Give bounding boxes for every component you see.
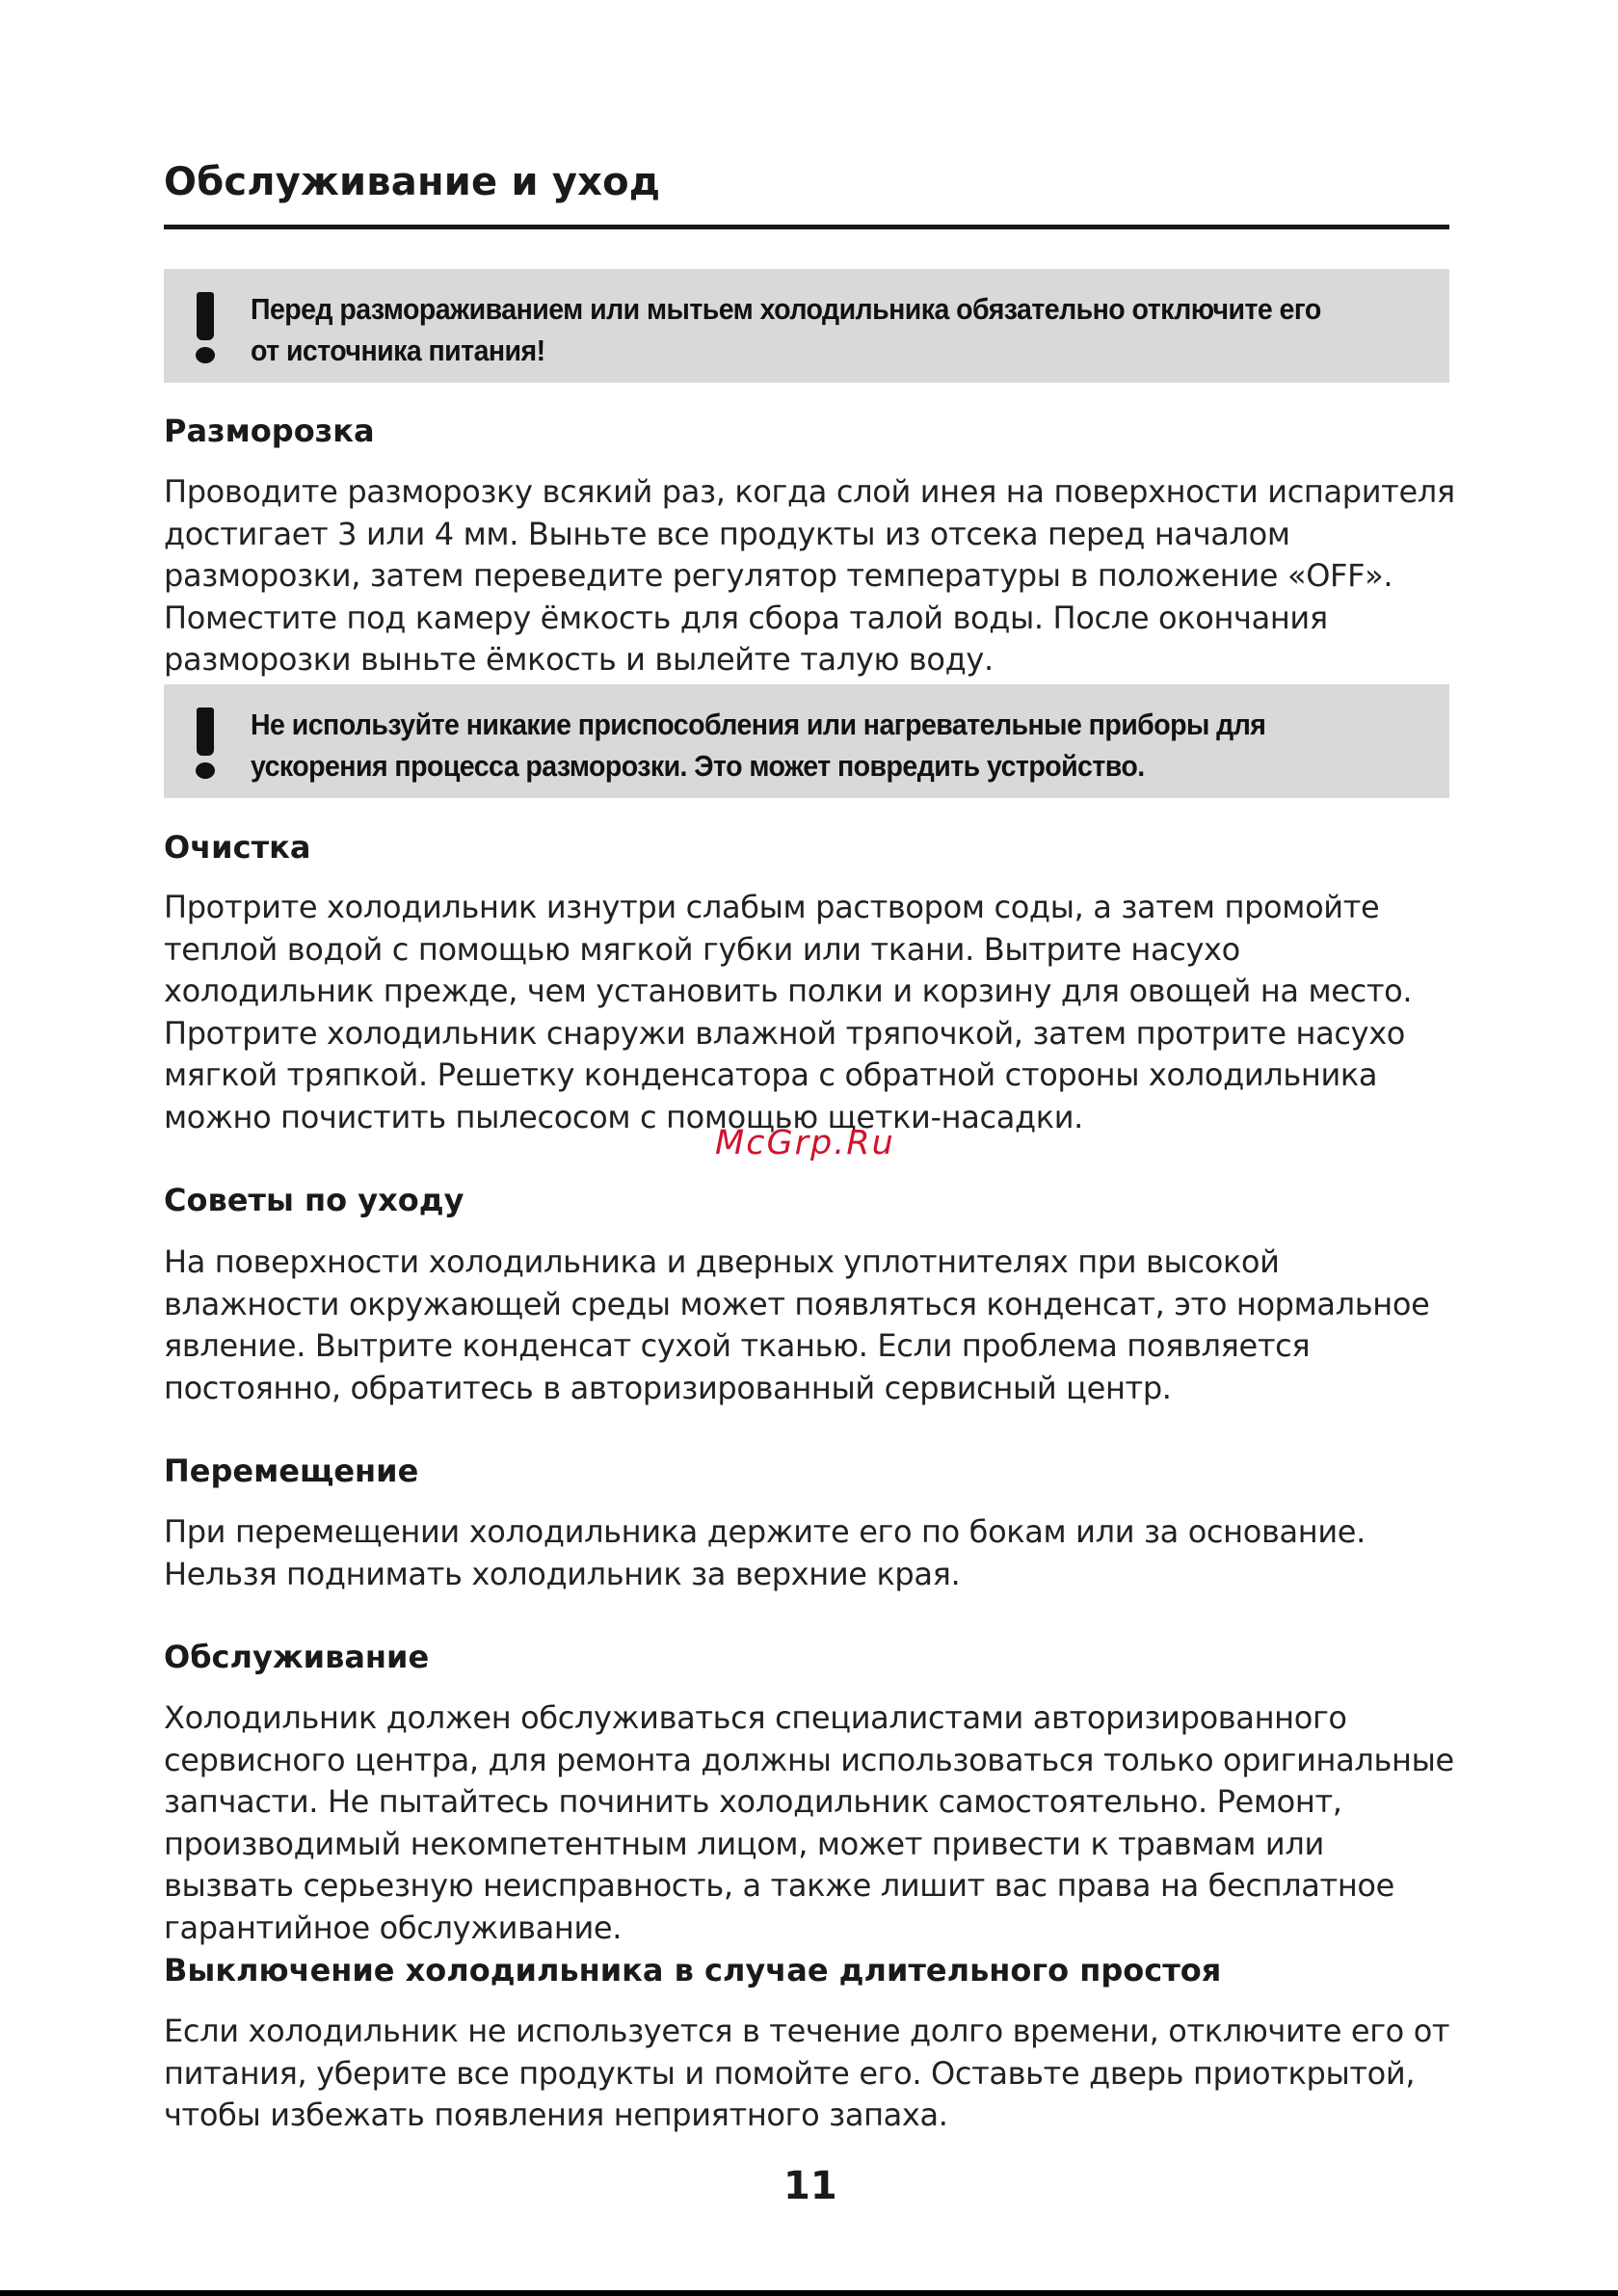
page-title: Обслуживание и уход: [164, 160, 661, 204]
section-heading-cleaning: Очистка: [164, 829, 311, 866]
exclamation-icon: [195, 292, 216, 363]
section-text-service: Холодильник должен обслуживаться специалистами авторизированного сервисного центра, для ремонта должны использоваться только оригинальные запчасти. Не пытайтесь починить холодильник самостоятельно. Ремонт, производимый некомпетентным лицом, может привести к травмам или вызвать серьезную неисправность, а также лишит вас права на бесплатное гарантийное обслуживание.: [164, 1699, 1454, 1946]
section-heading-care-tips: Советы по уходу: [164, 1182, 464, 1218]
section-text-moving: При перемещении холодильника держите его по бокам или за основание. Нельзя поднимать холодильник за верхние края.: [164, 1513, 1366, 1592]
exclamation-icon: [195, 707, 216, 779]
section-text-long-idle: Если холодильник не используется в течение долго времени, отключите его от питания, уберите все продукты и помойте его. Оставьте дверь приоткрытой, чтобы избежать появления неприятного запаха.: [164, 2013, 1450, 2133]
bottom-edge-line: [0, 2290, 1618, 2296]
section-heading-defrost: Разморозка: [164, 413, 375, 449]
section-text-cleaning: Протрите холодильник изнутри слабым раствором соды, а затем промойте теплой водой с помощью мягкой губки или ткани. Вытрите насухо холодильник прежде, чем установить полки и корзину для овощей на место. Протрите холодильник снаружи влажной тряпочкой, затем протрите насухо мягкой тряпкой. Решетку конденсатора с обратной стороны холодильника можно почистить пылесосом с помощью щетки-насадки.: [164, 889, 1413, 1135]
warning-text: Не используйте никакие приспособления или нагревательные приборы для ускорения процесса разморозки. Это может повредить устройство.: [251, 707, 1266, 783]
section-heading-service: Обслуживание: [164, 1639, 430, 1675]
section-heading-moving: Перемещение: [164, 1453, 419, 1489]
title-divider: [164, 225, 1449, 229]
section-text-defrost: Проводите разморозку всякий раз, когда слой инея на поверхности испарителя достигает 3 или 4 мм. Выньте все продукты из отсека перед началом разморозки, затем переведите регулятор температуры в положение «OFF». Поместите под камеру ёмкость для сбора талой воды. После окончания разморозки выньте ёмкость и вылейте талую воду.: [164, 473, 1455, 678]
section-text-care-tips: На поверхности холодильника и дверных уплотнителях при высокой влажности окружающей среды может появляться конденсат, это нормальное явление. Вытрите конденсат сухой тканью. Если проблема появляется постоянно, обратитесь в авторизированный сервисный центр.: [164, 1243, 1430, 1406]
section-heading-long-idle: Выключение холодильника в случае длительного простоя: [164, 1952, 1222, 1989]
warning-notice-power: [164, 269, 1449, 383]
warning-notice-heaters: [164, 684, 1449, 798]
page-number: 11: [783, 2164, 837, 2208]
warning-text: Перед размораживанием или мытьем холодильника обязательно отключите его от источника питания!: [251, 292, 1321, 367]
watermark: McGrp.Ru: [715, 1124, 895, 1162]
